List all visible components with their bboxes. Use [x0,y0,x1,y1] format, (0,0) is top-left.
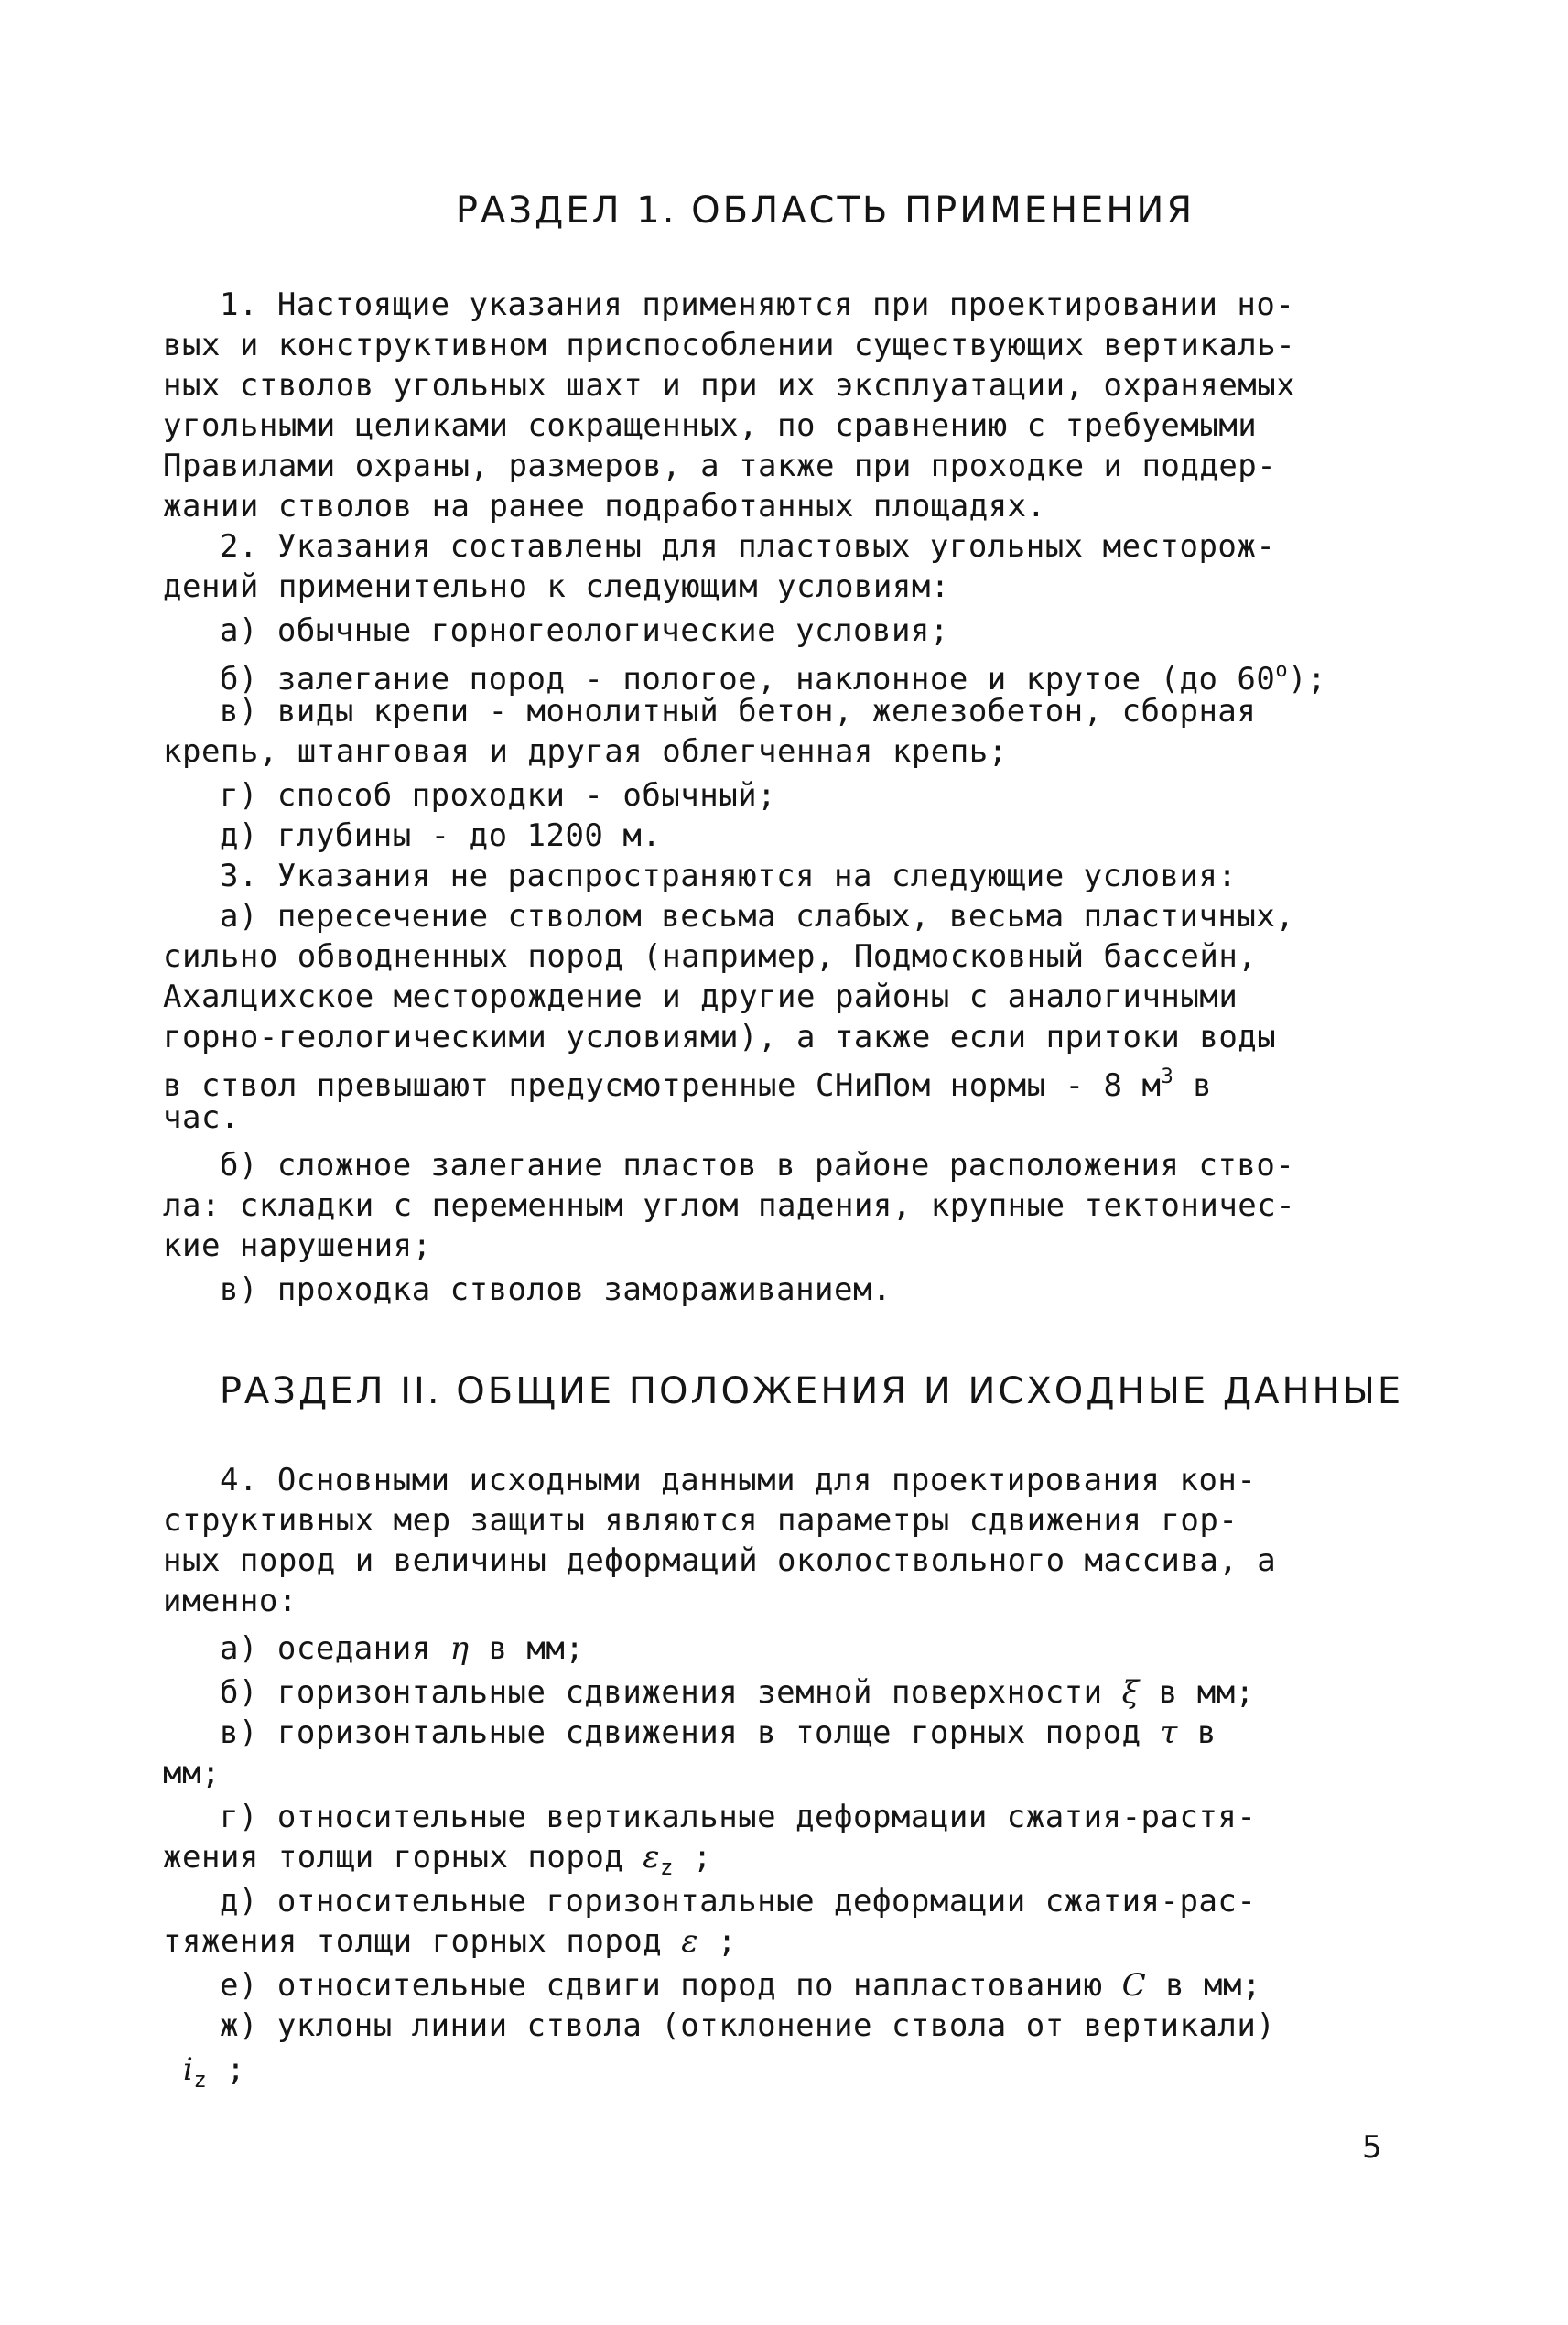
list-item: б) сложное залегание пластов в районе расположения ство- [220,1147,1295,1184]
paragraph-line: жании стволов на ранее подработанных площадях. [163,488,1046,524]
paragraph-line: структивных мер защиты являются параметры сдвижения гор- [163,1502,1238,1539]
list-item: г) относительные вертикальные деформации сжатия-растя- [220,1799,1257,1835]
paragraph-line: сильно обводненных пород (например, Подмосковный бассейн, [163,938,1258,975]
list-item-end: в мм; [1139,1674,1255,1711]
page-number: 5 [1362,2129,1382,2166]
paragraph-line: крепь, штанговая и другая облегченная крепь; [163,733,1008,770]
paragraph-line [163,1921,737,1962]
paragraph-line: ных пород и величины деформаций околоствольного массива, а [163,1542,1277,1579]
paragraph-end: ; [207,2051,246,2088]
list-item: а) обычные горногеологические условия; [220,612,949,649]
subscript: z [660,1855,674,1880]
paragraph-line [163,1837,712,1887]
i-symbol: i [183,2051,194,2088]
paragraph-line [183,2049,245,2100]
paragraph-line: Ахалцихское месторождение и другие районы с аналогичными [163,979,1238,1015]
list-item: в) виды крепи - монолитный бетон, железобетон, сборная [220,693,1257,730]
epsilon-symbol: ε [643,1839,660,1876]
list-item-end: ); [1288,661,1327,698]
paragraph-line: 1. Настоящие указания применяются при проектировании но- [220,287,1295,323]
list-item-text: а) оседания [220,1630,450,1667]
paragraph-line: ных стволов угольных шахт и при их эксплуатации, охраняемых [163,367,1296,404]
paragraph-line: 4. Основными исходными данными для проектирования кон- [220,1462,1257,1498]
paragraph-line: угольными целиками сокращенных, по сравнению с требуемыми [163,407,1258,444]
xi-symbol: ξ [1121,1674,1140,1711]
list-item: а) пересечение стволом весьма слабых, весьма пластичных, [220,898,1295,935]
epsilon-symbol: ε [681,1923,698,1960]
section-1-title: РАЗДЕЛ 1. ОБЛАСТЬ ПРИМЕНЕНИЯ [455,189,1195,232]
list-item-end: в мм; [469,1630,585,1667]
paragraph-line: 3. Указания не распространяются на следующие условия: [220,858,1238,894]
paragraph-end: в [1173,1067,1213,1104]
list-item [220,1672,1255,1713]
list-item: в) проходка стволов замораживанием. [220,1271,892,1308]
paragraph-text: жения толщи горных пород [163,1839,643,1876]
paragraph-line: час. [163,1099,240,1136]
paragraph-line: мм; [163,1755,221,1791]
list-item-text: е) относительные сдвиги пород по напластованию [220,1967,1122,2004]
paragraph-line: ла: складки с переменным углом падения, крупные тектоничес- [163,1187,1296,1224]
paragraph-text: тяжения толщи горных пород [163,1923,682,1960]
list-item: г) способ проходки - обычный; [220,777,777,814]
paragraph-line: кие нарушения; [163,1227,432,1264]
list-item: ж) уклоны линии ствола (отклонение ствола от вертикали) [220,2007,1276,2044]
list-item [220,1628,584,1669]
paragraph-line [163,1057,1212,1106]
paragraph-line: вых и конструктивном приспособлении существующих вертикаль- [163,327,1296,363]
list-item [220,1965,1261,2006]
list-item-text: в) горизонтальные сдвижения в толще горных пород [220,1714,1161,1751]
eta-symbol: η [449,1630,470,1667]
subscript: z [193,2067,208,2092]
list-item [220,1713,1217,1753]
paragraph-line: 2. Указания составлены для пластовых угольных месторож- [220,528,1276,565]
paragraph-line: дений применительно к следующим условиям: [163,568,950,605]
paragraph-line: горно-геологическими условиями), а также если притоки воды [163,1019,1277,1055]
paragraph-end: ; [673,1839,712,1876]
cubic-superscript: 3 [1161,1065,1174,1088]
paragraph-text: в ствол превышают предусмотренные СНиПом нормы - 8 м [163,1067,1162,1104]
list-item: д) относительные горизонтальные деформации сжатия-рас- [220,1883,1257,1919]
list-item-end: в [1177,1714,1217,1751]
degree-superscript: о [1275,659,1289,682]
list-item-text: б) горизонтальные сдвижения земной поверхности [220,1674,1122,1711]
paragraph-line: именно: [163,1583,297,1619]
paragraph-line: Правилами охраны, размеров, а также при проходке и поддер- [163,448,1277,484]
list-item-end: в мм; [1146,1967,1261,2004]
c-symbol: C [1121,1967,1147,2004]
section-2-title: РАЗДЕЛ II. ОБЩИЕ ПОЛОЖЕНИЯ И ИСХОДНЫЕ ДАННЫЕ [219,1370,1404,1412]
paragraph-end: ; [697,1923,737,1960]
tau-symbol: τ [1160,1714,1178,1751]
list-item-text: б) залегание пород - пологое, наклонное и крутое (до 60 [220,661,1276,698]
list-item: д) глубины - до 1200 м. [220,817,662,854]
